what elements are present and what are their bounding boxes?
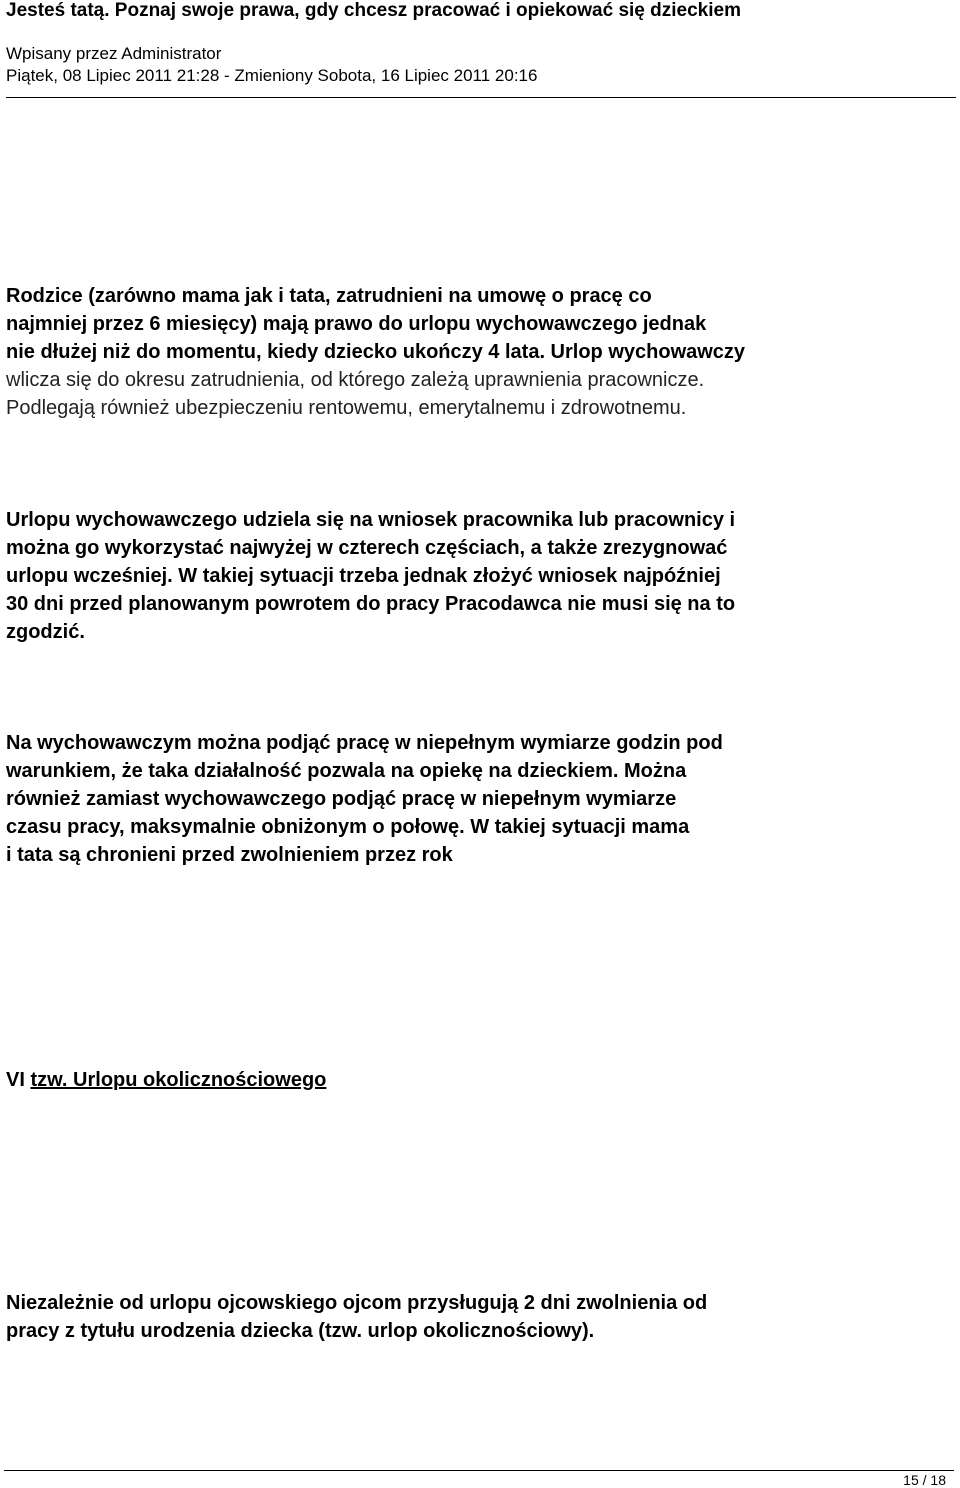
page-title: Jesteś tatą. Poznaj swoje prawa, gdy chcesz pracować i opiekować się dzieckiem (6, 0, 741, 21)
author-line: Wpisany przez Administrator (6, 44, 222, 63)
paragraph-line: Niezależnie od urlopu ojcowskiego ojcom przysługują 2 dni zwolnienia od (6, 1292, 708, 1314)
paragraph-2 (6, 506, 906, 646)
paragraph-line: 30 dni przed planowanym powrotem do pracy Pracodawca nie musi się na to (6, 593, 736, 615)
paragraph-line: czasu pracy, maksymalnie obniżonym o połowę. W takiej sytuacji mama (6, 816, 690, 838)
paragraph-line: urlopu wcześniej. W takiej sytuacji trzeba jednak złożyć wniosek najpóźniej (6, 565, 721, 587)
paragraph-line: nie dłużej niż do momentu, kiedy dziecko ukończy 4 lata. Urlop wychowawczy (6, 341, 746, 363)
paragraph-line: wlicza się do okresu zatrudnienia, od którego zależą uprawnienia pracownicze. (6, 369, 705, 391)
page-number: 15 / 18 (903, 1472, 946, 1488)
paragraph-line: Na wychowawczym można podjąć pracę w niepełnym wymiarze godzin pod (6, 732, 723, 754)
footer-divider (4, 1470, 954, 1471)
section-heading-link[interactable]: tzw. Urlopu okolicznościowego (30, 1069, 327, 1091)
paragraph-line: Podlegają również ubezpieczeniu rentowemu, emerytalnemu i zdrowotnemu. (6, 397, 687, 419)
header-divider (6, 97, 956, 98)
section-heading-prefix: VI (6, 1069, 31, 1091)
paragraph-line: warunkiem, że taka działalność pozwala na opiekę na dzieckiem. Można (6, 760, 687, 782)
paragraph-1 (6, 282, 906, 422)
paragraph-line: Rodzice (zarówno mama jak i tata, zatrudnieni na umowę o pracę co (6, 285, 652, 307)
date-line: Piątek, 08 Lipiec 2011 21:28 - Zmieniony Sobota, 16 Lipiec 2011 20:16 (6, 66, 538, 85)
article-meta (6, 43, 956, 87)
paragraph-line: również zamiast wychowawczego podjąć pracę w niepełnym wymiarze (6, 788, 677, 810)
paragraph-line: można go wykorzystać najwyżej w czterech częściach, a także zrezygnować (6, 537, 728, 559)
paragraph-3 (6, 729, 906, 869)
paragraph-line: najmniej przez 6 miesięcy) mają prawo do urlopu wychowawczego jednak (6, 313, 707, 335)
document-header (6, 0, 956, 87)
paragraph-line: zgodzić. (6, 621, 85, 643)
paragraph-line: Urlopu wychowawczego udziela się na wniosek pracownika lub pracownicy i (6, 509, 736, 531)
paragraph-line: i tata są chronieni przed zwolnieniem przez rok (6, 844, 453, 866)
paragraph-line: pracy z tytułu urodzenia dziecka (tzw. urlop okolicznościowy). (6, 1320, 595, 1342)
section-heading (6, 1068, 326, 1092)
paragraph-4 (6, 1289, 906, 1345)
